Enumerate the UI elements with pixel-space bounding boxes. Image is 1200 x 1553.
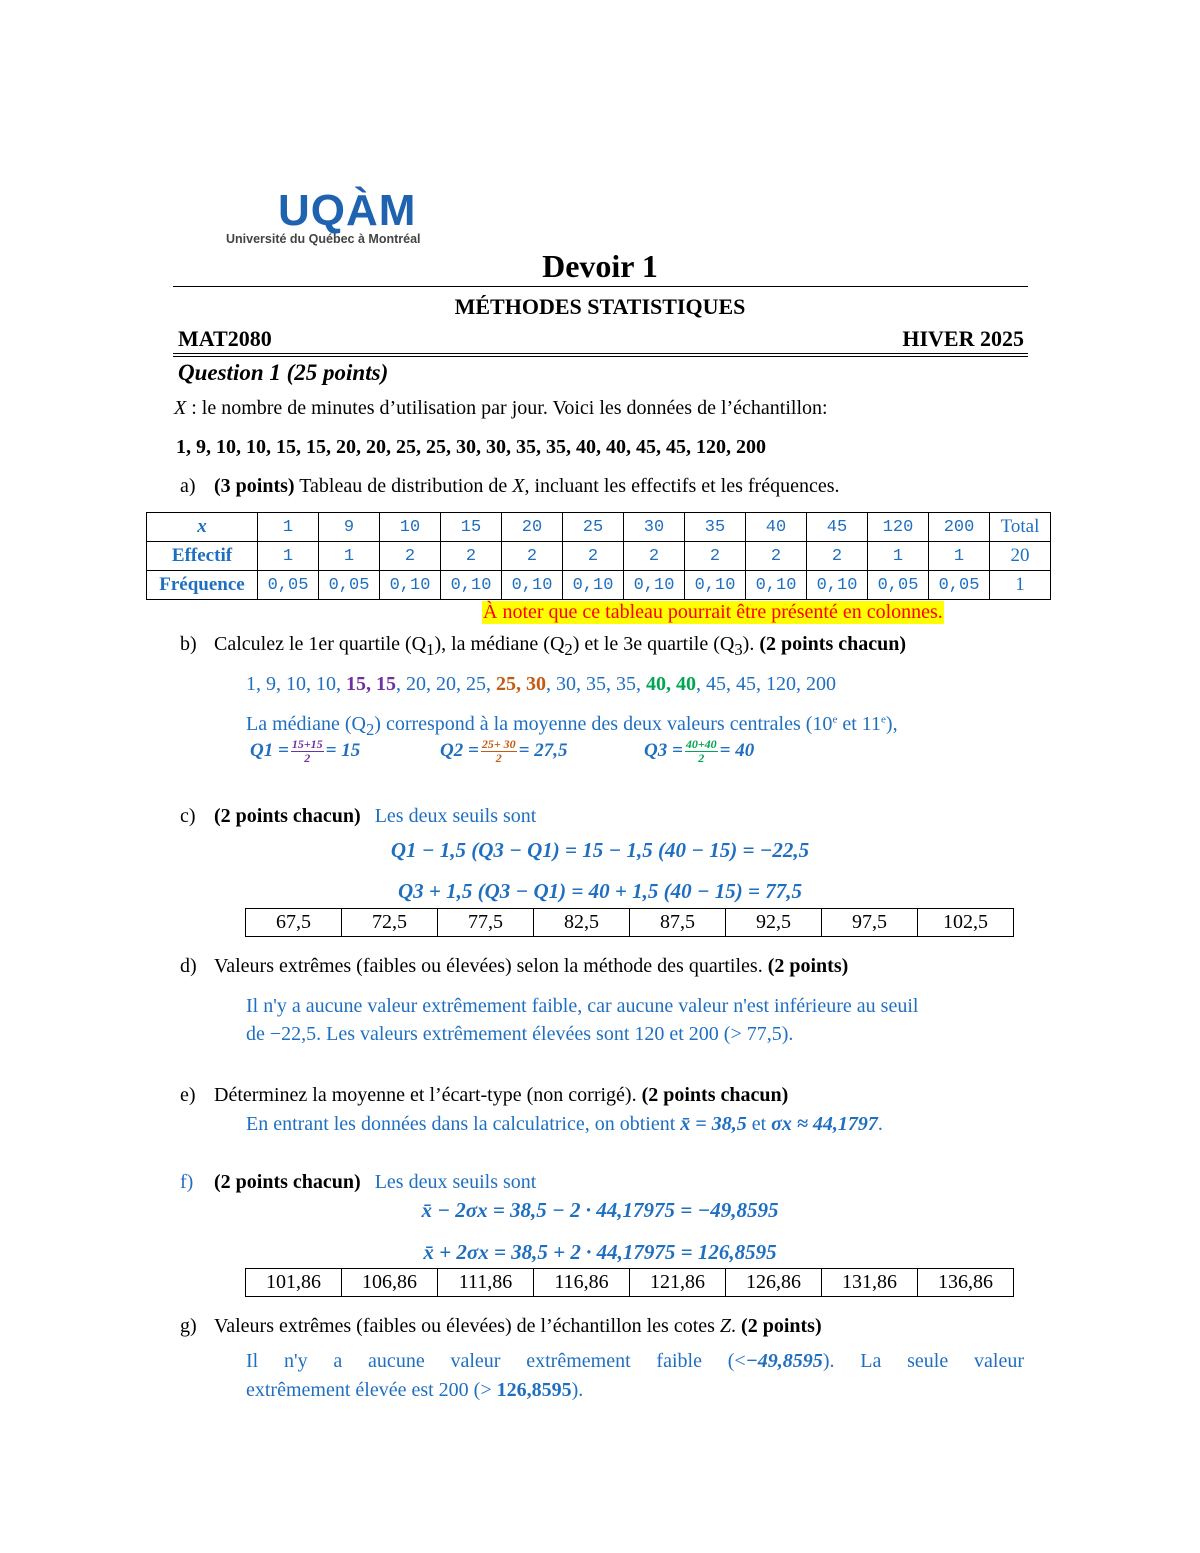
table-cell: 120: [868, 513, 929, 542]
formula-q2: Q2 = $\frac{25+ 30}{2}$ = 27,5: [440, 737, 568, 765]
table-cell: 2: [685, 542, 746, 571]
sample-data: 1, 9, 10, 10, 15, 15, 20, 20, 25, 25, 30, 30, 35, 35, 40, 40, 45, 45, 120, 200: [176, 436, 766, 458]
table-cell: 1: [258, 513, 319, 542]
table-cell: 0,10: [502, 571, 563, 600]
item-b: b) Calculez le 1er quartile $(Q_1)$, la médiane $(Q_2)$ et le 3e quartile $(Q_3)$. (2 points chacun): [180, 633, 907, 659]
threshold-cell: 102,5: [918, 909, 1014, 937]
uqam-logo-subtitle: Université du Québec à Montréal: [226, 232, 421, 246]
table-cell: 0,10: [807, 571, 868, 600]
table-cell: 2: [563, 542, 624, 571]
table-cell: 0,10: [441, 571, 502, 600]
item-d: d) Valeurs extrêmes (faibles ou élevées) selon la méthode des quartiles. (2 points): [180, 955, 849, 977]
table-cell: 0,10: [563, 571, 624, 600]
table-cell: 1: [929, 542, 990, 571]
table-row-frequence: [147, 571, 1051, 600]
table-cell: 10: [380, 513, 441, 542]
threshold-cell: 97,5: [822, 909, 918, 937]
threshold-cell: 126,86: [726, 1269, 822, 1297]
variable-description: X : le nombre de minutes d’utilisation par jour. Voici les données de l’échantillon:: [174, 397, 828, 419]
row-label: Effectif: [147, 542, 258, 571]
question-title: Question 1 (25 points): [178, 360, 389, 385]
threshold-cell: 77,5: [438, 909, 534, 937]
threshold-cell: 92,5: [726, 909, 822, 937]
threshold-number-line-f: [245, 1268, 1014, 1297]
variable-symbol: X: [174, 397, 187, 419]
row-label: Fréquence: [147, 571, 258, 600]
q2-values: 25, 30: [496, 673, 546, 695]
table-row-x: [147, 513, 1051, 542]
threshold-cell: 106,86: [342, 1269, 438, 1297]
item-g: g) Valeurs extrêmes (faibles ou élevées) de l’échantillon les cotes Z. (2 points): [180, 1315, 822, 1337]
table-cell: 1: [258, 542, 319, 571]
table-cell: 0,10: [380, 571, 441, 600]
lower-threshold-formula: Q1 − 1,5 (Q3 − Q1) = 15 − 1,5 (40 − 15) = −22,5: [390, 838, 810, 862]
formula-q1: Q1 = $\frac{15+15}{2}$ = 15: [250, 737, 361, 765]
table-cell: 0,10: [746, 571, 807, 600]
table-cell: 1: [319, 542, 380, 571]
item-a: a) (3 points) Tableau de distribution de X, incluant les effectifs et les fréquences.: [180, 475, 840, 497]
table-cell: 35: [685, 513, 746, 542]
table-cell: 2: [380, 542, 441, 571]
answer-d-line2: de −22,5. Les valeurs extrêmement élevées sont 120 et 200 (> 77,5).: [246, 1023, 794, 1045]
table-cell: 15: [441, 513, 502, 542]
table-cell: 20: [502, 513, 563, 542]
course-subtitle: MÉTHODES STATISTIQUES: [454, 294, 746, 319]
table-cell: 2: [746, 542, 807, 571]
header-rule-bottom-2: [173, 356, 1028, 357]
table-cell: 0,10: [685, 571, 746, 600]
upper-z-threshold-formula: x̄ + 2σx = 38,5 + 2 · 44,17975 = 126,8595: [423, 1240, 777, 1264]
row-label: x: [147, 513, 258, 542]
threshold-cell: 87,5: [630, 909, 726, 937]
item-e: e) Déterminez la moyenne et l’écart-type (non corrigé). (2 points chacun): [180, 1084, 789, 1106]
formula-q3: Q3 = $\frac{40+40}{2}$ = 40: [644, 737, 755, 765]
q3-values: 40, 40: [646, 673, 696, 695]
threshold-cell: 121,86: [630, 1269, 726, 1297]
threshold-cell: 116,86: [534, 1269, 630, 1297]
table-cell: 2: [807, 542, 868, 571]
table-cell: 2: [441, 542, 502, 571]
table-note: À noter que ce tableau pourrait être présenté en colonnes.: [483, 601, 943, 623]
q1-values: 15, 15: [346, 673, 396, 695]
distribution-table: [146, 512, 1051, 600]
item-f: f) (2 points chacun) Les deux seuils sont: [180, 1171, 537, 1193]
upper-threshold-formula: Q3 + 1,5 (Q3 − Q1) = 40 + 1,5 (40 − 15) = 77,5: [397, 879, 803, 903]
table-cell-total: Total: [990, 513, 1051, 542]
table-cell: 0,05: [868, 571, 929, 600]
median-explanation: La médiane $(Q_2)$ correspond à la moyenne des deux valeurs centrales (10e et 11e),: [246, 713, 898, 739]
threshold-cell: 101,86: [246, 1269, 342, 1297]
threshold-cell: 67,5: [246, 909, 342, 937]
table-cell: 30: [624, 513, 685, 542]
threshold-cell: 72,5: [342, 909, 438, 937]
threshold-cell: 136,86: [918, 1269, 1014, 1297]
table-row-effectif: [147, 542, 1051, 571]
threshold-cell: 82,5: [534, 909, 630, 937]
uqam-logo: UQÀM: [278, 186, 417, 235]
table-cell: 45: [807, 513, 868, 542]
table-cell: 0,10: [624, 571, 685, 600]
table-cell-total: 20: [990, 542, 1051, 571]
table-cell: 9: [319, 513, 380, 542]
table-cell: 0,05: [319, 571, 380, 600]
table-cell: 2: [624, 542, 685, 571]
lower-z-threshold-formula: x̄ − 2σx = 38,5 − 2 · 44,17975 = −49,8595: [421, 1198, 779, 1222]
sorted-sequence: 1, 9, 10, 10, 15, 15, 20, 20, 25, 25, 30, 30, 35, 35, 40, 40, 45, 45, 120, 200: [246, 673, 836, 695]
course-term: HIVER 2025: [902, 326, 1024, 351]
answer-d-line1: Il n'y a aucune valeur extrêmement faible, car aucune valeur n'est inférieure au seuil: [246, 995, 919, 1017]
threshold-number-line-c: [245, 908, 1014, 937]
threshold-cell: 111,86: [438, 1269, 534, 1297]
table-cell: 25: [563, 513, 624, 542]
answer-g-line2: extrêmement élevée est 200 (> 126,8595).: [246, 1379, 584, 1401]
header-rule-bottom-1: [173, 353, 1028, 354]
item-c: c) (2 points chacun) Les deux seuils sont: [180, 805, 537, 827]
answer-e: En entrant les données dans la calculatrice, on obtient x̄ = 38,5 et σx ≈ 44,1797.: [246, 1113, 883, 1135]
table-cell-total: 1: [990, 571, 1051, 600]
answer-g-line1: Il n'y a aucune valeur extrêmement faible (<−49,8595). La seule valeur: [246, 1350, 1024, 1372]
table-cell: 200: [929, 513, 990, 542]
course-code: MAT2080: [178, 326, 272, 351]
table-cell: 40: [746, 513, 807, 542]
table-cell: 0,05: [258, 571, 319, 600]
header-rule-top: [173, 286, 1028, 287]
threshold-cell: 131,86: [822, 1269, 918, 1297]
table-cell: 1: [868, 542, 929, 571]
page-title: Devoir 1: [542, 248, 658, 284]
table-cell: 2: [502, 542, 563, 571]
table-cell: 0,05: [929, 571, 990, 600]
